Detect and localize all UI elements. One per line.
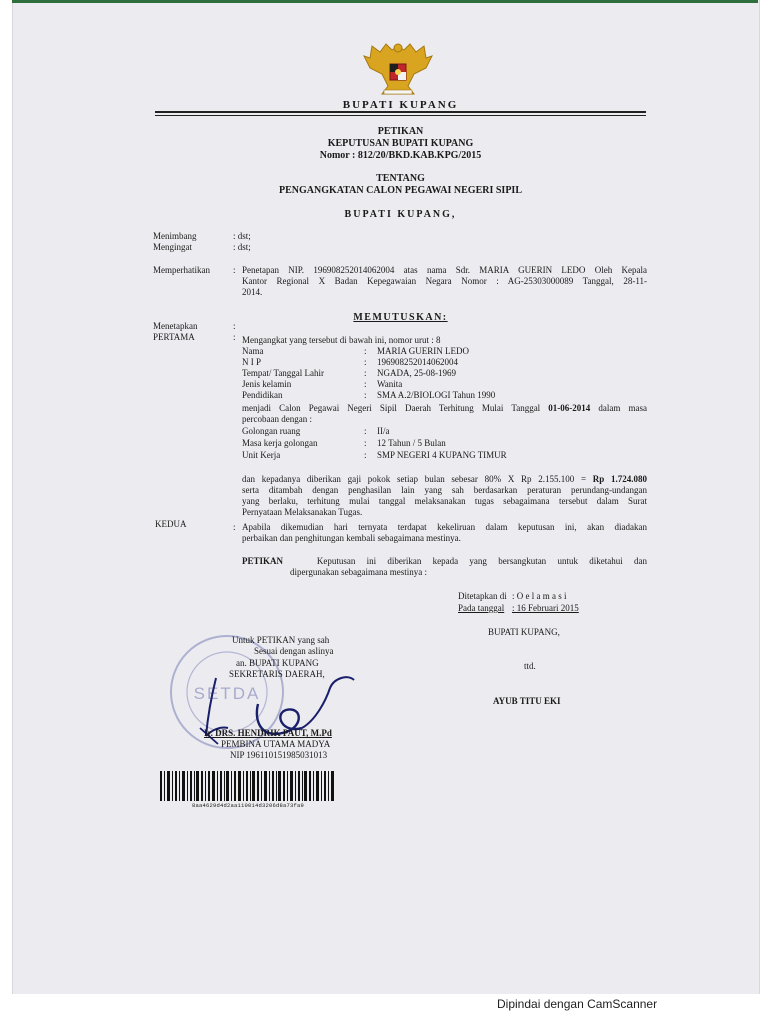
barcode-caption: 8aa4629d4d2aa110014d3206d8a73fa9	[191, 802, 305, 809]
cert-official-rank: PEMBINA UTAMA MADYA	[221, 739, 331, 749]
field-label-nip: N I P	[242, 357, 262, 367]
field-label-masa-kerja: Masa kerja golongan	[242, 438, 318, 448]
pertama-colon: :	[233, 332, 236, 342]
field-label-nama: Nama	[242, 346, 264, 356]
salary-line-3: yang berlaku, terhitung mulai tanggal melaksanakan tugas sebagaimana tersebut dalam Surat	[242, 496, 647, 506]
header-rule-thin	[155, 115, 646, 116]
issued-place-value: : O e l a m a s i	[512, 591, 567, 601]
field-colon: :	[364, 346, 367, 356]
appointment-line-1	[242, 403, 647, 414]
field-label-golongan: Golongan ruang	[242, 426, 301, 436]
field-value-gender: Wanita	[377, 379, 403, 389]
appointment-date: 01-06-2014	[548, 403, 591, 413]
page-top-edge	[12, 0, 758, 3]
kedua-colon: :	[233, 522, 236, 532]
issuing-authority: BUPATI KUPANG,	[344, 209, 457, 220]
issued-date-label: Pada tanggal	[458, 603, 505, 613]
memperhatikan-line-3: 2014.	[242, 287, 263, 297]
memperhatikan-line-1: Penetapan NIP. 196908252014062004 atas nama Sdr. MARIA GUERIN LEDO Oleh Kepala	[242, 265, 647, 275]
cert-line-4: SEKRETARIS DAERAH,	[229, 669, 325, 679]
issued-date-value: : 16 Februari 2015	[512, 603, 579, 613]
menimbang-value: : dst;	[233, 231, 251, 241]
decree-subject: PENGANGKATAN CALON PEGAWAI NEGERI SIPIL	[279, 185, 522, 196]
petikan-bold: PETIKAN	[242, 556, 284, 566]
field-value-golongan: II/a	[377, 426, 390, 436]
cert-official-nip: NIP 196110151985031013	[230, 750, 328, 760]
barcode-icon	[160, 771, 336, 801]
field-value-nama: MARIA GUERIN LEDO	[377, 346, 469, 356]
memperhatikan-colon: :	[233, 265, 236, 275]
salary-line-1	[242, 474, 647, 485]
field-colon: :	[364, 368, 367, 378]
pertama-label: PERTAMA	[153, 332, 195, 342]
field-colon: :	[364, 450, 367, 460]
petikan-line-2: dipergunakan sebagaimana mestinya :	[290, 567, 428, 577]
appointment-text-end: dalam masa	[590, 403, 647, 413]
cert-line-1: Untuk PETIKAN yang sah	[232, 635, 330, 645]
pertama-intro: Mengangkat yang tersebut di bawah ini, nomor urut : 8	[242, 335, 441, 345]
memutuskan-heading: MEMUTUSKAN:	[353, 312, 448, 323]
menetapkan-label: Menetapkan	[153, 321, 198, 331]
stamp-text: SETDA	[193, 684, 261, 703]
cert-official-name: Ir. DRS. HENDRIK PAUT, M.Pd	[204, 728, 332, 738]
petikan-text: Keputusan ini diberikan kepada yang bersangkutan untuk diketahui dan	[316, 556, 648, 566]
official-title: BUPATI KUPANG,	[488, 627, 560, 637]
petikan-line-1	[242, 556, 647, 567]
appointment-line-2: percobaan dengan :	[242, 414, 312, 424]
field-colon: :	[364, 379, 367, 389]
institution-header: BUPATI KUPANG	[342, 99, 459, 111]
official-name: AYUB TITU EKI	[493, 696, 561, 706]
signed-mark: ttd.	[524, 661, 536, 671]
field-colon: :	[364, 438, 367, 448]
field-colon: :	[364, 357, 367, 367]
field-label-gender: Jenis kelamin	[242, 379, 292, 389]
header-rule-thick	[155, 111, 646, 113]
issued-place-label: Ditetapkan di	[458, 591, 507, 601]
field-label-education: Pendidikan	[242, 390, 283, 400]
salary-line-2: serta ditambah dengan penghasilan lain yang sah berdasarkan peraturan perundang-undangan	[242, 485, 647, 495]
cert-line-3: an. BUPATI KUPANG	[236, 658, 319, 668]
menetapkan-colon: :	[233, 321, 236, 331]
appointment-text: menjadi Calon Pegawai Negeri Sipil Daerah Terhitung Mulai Tanggal	[242, 403, 549, 413]
field-value-education: SMA A.2/BIOLOGI Tahun 1990	[377, 390, 496, 400]
field-label-birth: Tempat/ Tanggal Lahir	[242, 368, 325, 378]
salary-line-4: Pernyataan Melaksanakan Tugas.	[242, 507, 363, 517]
salary-text: dan kepadanya diberikan gaji pokok setiap bulan sebesar 80% X Rp 2.155.100 =	[242, 474, 593, 484]
field-value-nip: 196908252014062004	[377, 357, 458, 367]
salary-amount: Rp 1.724.080	[592, 474, 647, 484]
field-label-unit-kerja: Unit Kerja	[242, 450, 281, 460]
menimbang-label: Menimbang	[153, 231, 197, 241]
field-value-unit-kerja: SMP NEGERI 4 KUPANG TIMUR	[377, 450, 507, 460]
kedua-label: KEDUA	[155, 519, 187, 529]
mengingat-value: : dst;	[233, 242, 251, 252]
garuda-emblem-icon	[362, 40, 434, 98]
field-value-masa-kerja: 12 Tahun / 5 Bulan	[377, 438, 446, 448]
kedua-line-1: Apabila dikemudian hari ternyata terdapat kekeliruan dalam keputusan ini, akan diadakan	[242, 522, 647, 532]
title-petikan: PETIKAN	[377, 126, 424, 137]
title-tentang: TENTANG	[376, 173, 425, 184]
title-keputusan: KEPUTUSAN BUPATI KUPANG	[327, 138, 474, 149]
field-colon: :	[364, 426, 367, 436]
memperhatikan-line-2: Kantor Regional X Badan Kepegawaian Negara Nomor : AG-25303000089 Tanggal, 28-11-	[242, 276, 647, 286]
scanner-watermark: Dipindai dengan CamScanner	[497, 997, 658, 1011]
field-value-birth: NGADA, 25-08-1969	[377, 368, 456, 378]
mengingat-label: Mengingat	[153, 242, 192, 252]
field-colon: :	[364, 390, 367, 400]
decree-number: Nomor : 812/20/BKD.KAB.KPG/2015	[319, 150, 482, 161]
kedua-line-2: perbaikan dan penghitungan kembali sebagaimana mestinya.	[242, 533, 461, 543]
cert-line-2: Sesuai dengan aslinya	[254, 646, 334, 656]
memperhatikan-label: Memperhatikan	[153, 265, 210, 275]
